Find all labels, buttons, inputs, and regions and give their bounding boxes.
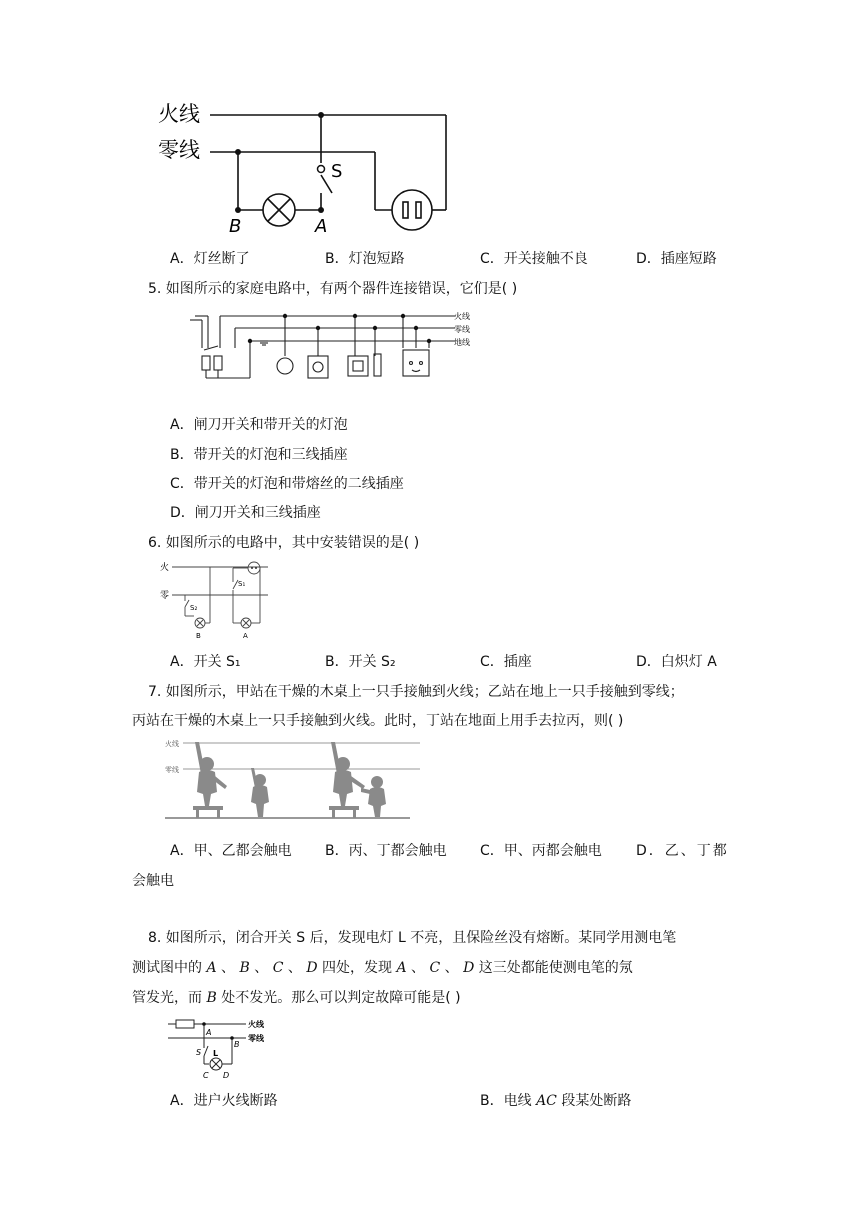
q5-live-label: 火线 <box>454 312 470 321</box>
q4-option-c[interactable]: C．开关接触不良 <box>480 251 588 267</box>
q8-var-b: B <box>206 990 217 1006</box>
q8-text: 测试图中的 <box>132 960 207 976</box>
neutral-wire-label: 零线 <box>158 138 200 162</box>
q6-stem: 6. 如图所示的电路中，其中安装错误的是( ) <box>148 535 420 551</box>
q8-fig-c-label: C <box>203 1071 209 1080</box>
q8-option-b-var: AC <box>536 1093 557 1109</box>
q7-option-d-continued: 会触电 <box>132 873 174 889</box>
q8-option-b-text: 段某处断路 <box>556 1093 632 1109</box>
q8-var-d: D <box>463 960 475 976</box>
q4-option-a[interactable]: A．灯丝断了 <box>170 251 250 267</box>
q8-fig-l-label: L <box>213 1049 219 1058</box>
q8-stem-line1: 8. 如图所示，闭合开关 S 后，发现电灯 L 不亮，且保险丝没有熔断。某同学用测电笔 <box>148 930 677 946</box>
q5-option-c[interactable]: C．带开关的灯泡和带熔丝的二线插座 <box>170 476 404 492</box>
point-b-label: B <box>229 216 242 237</box>
q6-s1-label: S₁ <box>238 580 246 588</box>
q7-electric-shock-figure <box>165 732 420 824</box>
q8-var-a: A <box>396 960 407 976</box>
q8-text: 管发光，而 <box>132 990 207 1006</box>
q8-fig-b-label: B <box>234 1040 240 1049</box>
q8-text: 、 <box>249 960 273 976</box>
q6-option-d[interactable]: D．白炽灯 A <box>636 654 717 670</box>
q6-circuit-figure <box>158 558 273 643</box>
q6-option-a[interactable]: A．开关 S₁ <box>170 654 241 670</box>
q6-a-label: A <box>243 632 248 640</box>
q8-fig-a-label: A <box>206 1028 212 1037</box>
q8-fig-s-label: S <box>196 1048 202 1057</box>
q8-text: 、 <box>406 960 430 976</box>
q4-option-b[interactable]: B．灯泡短路 <box>325 251 405 267</box>
q8-fig-neutral-label: 零线 <box>248 1034 264 1043</box>
q5-option-a[interactable]: A．闸刀开关和带开关的灯泡 <box>170 417 348 433</box>
q7-option-c[interactable]: C．甲、丙都会触电 <box>480 843 602 859</box>
q6-option-b[interactable]: B．开关 S₂ <box>325 654 396 670</box>
q8-var-a: A <box>206 960 217 976</box>
switch-s-label: S <box>331 161 343 182</box>
q8-stem-line3 <box>132 987 461 1007</box>
q8-var-c: C <box>272 960 284 976</box>
q8-option-a[interactable]: A．进户火线断路 <box>170 1093 278 1109</box>
q5-option-d[interactable]: D．闸刀开关和三线插座 <box>170 505 321 521</box>
q7-option-a[interactable]: A．甲、乙都会触电 <box>170 843 292 859</box>
q5-option-b[interactable]: B．带开关的灯泡和三线插座 <box>170 447 348 463</box>
q8-fig-d-label: D <box>223 1071 230 1080</box>
q8-text: 、 <box>283 960 307 976</box>
q8-text: 这三处都能使测电笔的氖 <box>474 960 633 976</box>
q7-neutral-label: 零线 <box>165 766 179 774</box>
q8-stem-line2 <box>132 957 633 977</box>
q6-neutral-label: 零 <box>160 591 170 601</box>
q8-var-c: C <box>429 960 441 976</box>
q5-ground-label: 地线 <box>454 338 470 347</box>
q7-stem-line2: 丙站在干燥的木桌上一只手接触到火线。此时，丁站在地面上用手去拉丙，则( ) <box>132 713 624 729</box>
q8-var-d: D <box>306 960 318 976</box>
q6-s2-label: S₂ <box>190 604 198 612</box>
q7-live-label: 火线 <box>165 740 179 748</box>
q4-circuit-figure <box>150 95 460 240</box>
q5-neutral-label: 零线 <box>454 325 470 334</box>
q5-stem: 5. 如图所示的家庭电路中，有两个器件连接错误，它们是( ) <box>148 281 518 297</box>
q8-text: 、 <box>216 960 240 976</box>
q4-option-d[interactable]: D．插座短路 <box>636 251 717 267</box>
q5-house-circuit-figure <box>190 308 475 398</box>
q8-text: 四处，发现 <box>317 960 397 976</box>
live-wire-label: 火线 <box>158 102 200 126</box>
q8-fig-live-label: 火线 <box>248 1020 264 1029</box>
q8-var-b: B <box>239 960 250 976</box>
q8-text: 处不发光。那么可以判定故障可能是( ) <box>216 990 461 1006</box>
q7-option-d[interactable]: D．乙、丁都 <box>636 843 729 859</box>
q7-stem-line1: 7. 如图所示，甲站在干燥的木桌上一只手接触到火线；乙站在地上一只手接触到零线； <box>148 684 684 700</box>
q6-option-c[interactable]: C．插座 <box>480 654 532 670</box>
q6-live-label: 火 <box>160 563 170 573</box>
q8-circuit-figure <box>168 1018 278 1080</box>
q8-text: 、 <box>440 960 464 976</box>
q6-b-label: B <box>196 632 201 640</box>
q8-option-b[interactable] <box>480 1090 631 1110</box>
q8-option-b-text: B．电线 <box>480 1093 537 1109</box>
q7-option-b[interactable]: B．丙、丁都会触电 <box>325 843 447 859</box>
point-a-label: A <box>315 216 328 237</box>
